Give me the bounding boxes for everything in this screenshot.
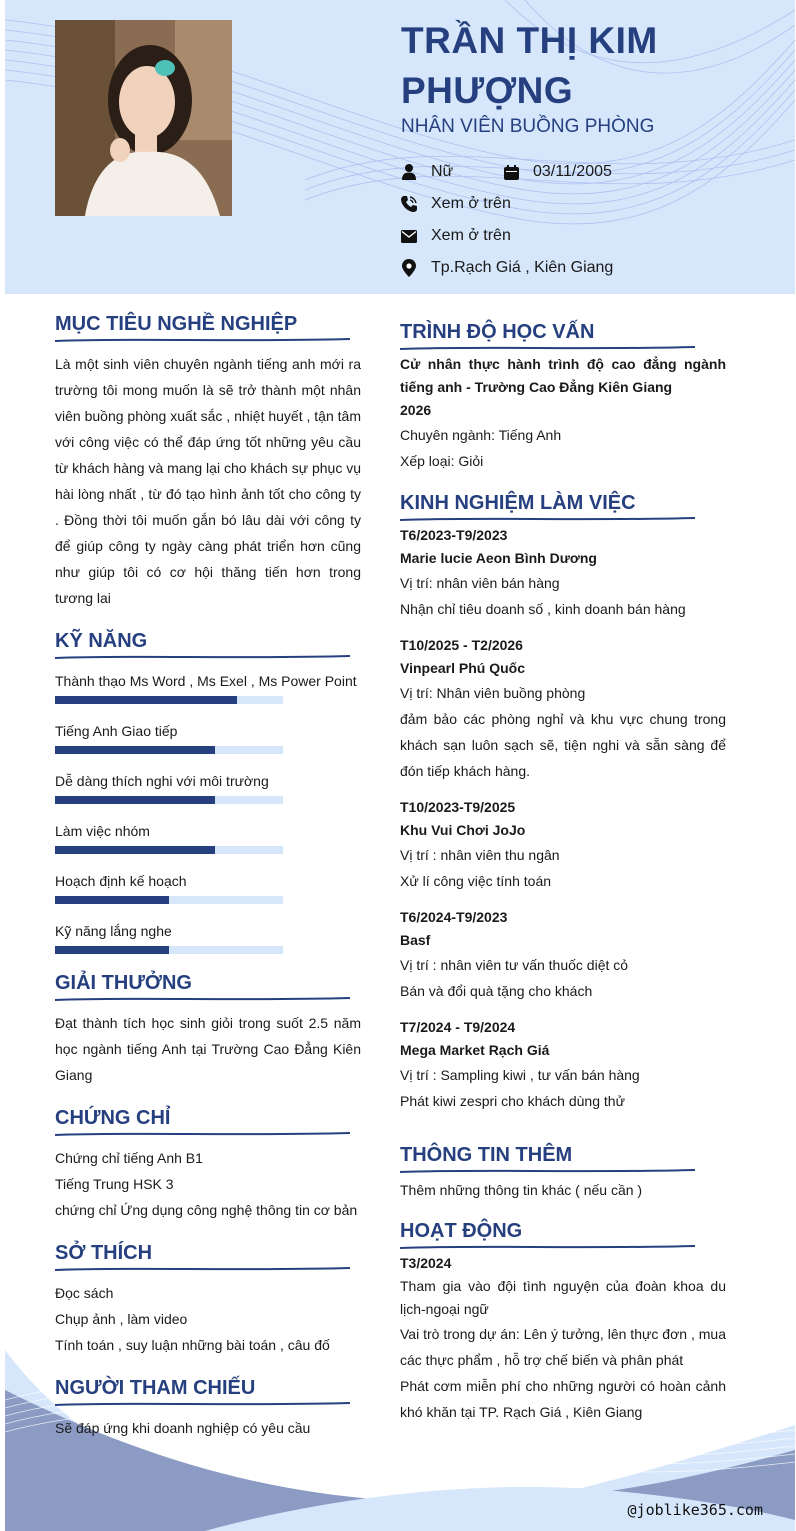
skills-title-underline: [55, 653, 350, 661]
experience-date: T6/2023-T9/2023: [400, 527, 508, 543]
skill-item: [55, 718, 361, 754]
activity-date: T3/2024: [400, 1255, 452, 1271]
skill-item: [55, 918, 361, 954]
certificates-list: [55, 1145, 375, 1223]
experience-item: [400, 634, 726, 784]
list-item: Đọc sách: [55, 1285, 114, 1301]
email-value: Xem ở trên: [431, 227, 511, 244]
more-info-title: THÔNG TIN THÊM: [400, 1144, 573, 1166]
list-item: Chụp ảnh , làm video: [55, 1311, 188, 1327]
hobbies-title: SỞ THÍCH: [55, 1242, 153, 1264]
experience-role: Vị trí : nhân viên tư vấn thuốc diệt cỏ: [400, 957, 629, 973]
calendar-icon: [503, 163, 519, 181]
references-title-underline: [55, 1400, 350, 1408]
skill-level-fill: [55, 746, 215, 754]
email-icon: [401, 227, 417, 245]
experience-role: Vị trí : nhân viên thu ngân: [400, 847, 560, 863]
awards-title: GIẢI THƯỞNG: [55, 972, 192, 994]
job-title: NHÂN VIÊN BUỒNG PHÒNG: [401, 116, 655, 137]
activities-title: HOẠT ĐỘNG: [400, 1220, 523, 1242]
location-icon: [401, 259, 417, 277]
references-title: NGƯỜI THAM CHIẾU: [55, 1377, 256, 1399]
education-major: Chuyên ngành: Tiếng Anh: [400, 427, 562, 443]
list-item: Chứng chỉ tiếng Anh B1: [55, 1150, 203, 1166]
objective-title-underline: [55, 336, 350, 344]
gender-row: [401, 163, 453, 181]
phone-row: [401, 195, 511, 213]
experience-date: T10/2025 - T2/2026: [400, 637, 523, 653]
email-row: [401, 227, 511, 245]
experience-company: Mega Market Rạch Giá: [400, 1042, 550, 1058]
experience-description: Phát kiwi zespri cho khách dùng thử: [400, 1093, 625, 1109]
hobbies-title-underline: [55, 1265, 350, 1273]
experience-title-underline: [400, 515, 695, 523]
education-title-underline: [400, 344, 695, 352]
hobbies-list: [55, 1280, 375, 1358]
skill-label: Tiếng Anh Giao tiếp: [55, 723, 178, 739]
experience-description: Xử lí công việc tính toán: [400, 873, 552, 889]
experience-description: đảm bảo các phòng nghỉ và khu vực chung trong khách sạn luôn sạch sẽ, tiện nghi và sẵn sàng để đón tiếp khách hàng.: [400, 711, 726, 779]
profile-photo: [55, 20, 232, 216]
activity-line: Tham gia vào đội tình nguyện của đoàn khoa du lịch-ngoại ngữ: [400, 1278, 726, 1317]
skills-title: KỸ NĂNG: [55, 630, 148, 652]
skill-level-bar: [55, 746, 283, 754]
experience-company: Vinpearl Phú Quốc: [400, 660, 525, 676]
experience-role: Vị trí: Nhân viên buồng phòng: [400, 685, 586, 701]
experience-item: [400, 524, 726, 622]
certificates-title: CHỨNG CHỈ: [55, 1107, 171, 1129]
experience-item: [400, 906, 726, 1004]
experience-item: [400, 796, 726, 894]
experience-date: T6/2024-T9/2023: [400, 909, 508, 925]
skill-label: Hoạch định kế hoạch: [55, 873, 187, 889]
skill-item: [55, 768, 361, 804]
experience-description: Bán và đổi quà tặng cho khách: [400, 983, 593, 999]
list-item: Tính toán , suy luận những bài toán , câu đố: [55, 1337, 330, 1353]
skill-label: Làm việc nhóm: [55, 823, 150, 839]
list-item: chứng chỉ Ứng dụng công nghệ thông tin cơ bản: [55, 1202, 358, 1218]
skill-level-bar: [55, 696, 283, 704]
birthday-row: [503, 163, 612, 181]
education-title: TRÌNH ĐỘ HỌC VẤN: [400, 321, 595, 343]
gender-value: Nữ: [431, 163, 454, 180]
activities-block: [400, 1252, 726, 1425]
experience-company: Basf: [400, 932, 431, 948]
footer-url: @joblike365.com: [627, 1501, 763, 1519]
objective-title: MỤC TIÊU NGHỀ NGHIỆP: [55, 313, 298, 335]
header: [5, 0, 795, 294]
skill-level-bar: [55, 896, 283, 904]
birthday-value: 03/11/2005: [533, 163, 612, 180]
references-text: Sẽ đáp ứng khi doanh nghiệp có yêu cầu: [55, 1420, 311, 1436]
cv-page: [5, 0, 795, 1531]
skill-item: [55, 868, 361, 904]
experience-date: T10/2023-T9/2025: [400, 799, 516, 815]
skill-level-fill: [55, 846, 215, 854]
activity-line: Vai trò trong dự án: Lên ý tưởng, lên thực đơn , mua các thực phẩm , hỗ trợ chế biến và phân phát: [400, 1326, 726, 1368]
experience-list: [400, 524, 726, 1126]
address-row: [401, 259, 613, 277]
experience-company: Marie lucie Aeon Bình Dương: [400, 550, 597, 566]
awards-title-underline: [55, 995, 350, 1003]
skill-item: [55, 668, 361, 704]
skill-item: [55, 818, 361, 854]
list-item: Tiếng Trung HSK 3: [55, 1176, 174, 1192]
phone-value: Xem ở trên: [431, 195, 511, 212]
experience-company: Khu Vui Chơi JoJo: [400, 822, 526, 838]
skill-label: Dễ dàng thích nghi với môi trường: [55, 773, 269, 789]
phone-icon: [401, 195, 417, 213]
more-info-text: Thêm những thông tin khác ( nếu cần ): [400, 1182, 643, 1198]
education-year: 2026: [400, 402, 432, 418]
education-degree: Cử nhân thực hành trình độ cao đẳng ngành tiếng anh - Trường Cao Đẳng Kiên Giang: [400, 356, 726, 395]
skill-level-fill: [55, 696, 237, 704]
skill-level-fill: [55, 896, 169, 904]
objective-text: Là một sinh viên chuyên ngành tiếng anh mới ra trường tôi mong muốn là sẽ trở thành một nhân viên buồng phòng xuất sắc , nhiệt huyết , tận tâm với công việc có thể đáp ứng tốt những yêu cầu từ khách hàng và mang lại cho khách sự phục vụ hài lòng nhất , từ đó tạo hình ảnh tốt cho công ty . Đồng thời tôi muốn gắn bó lâu dài với công ty để giúp công ty ngày càng phát triển hơn cũng như giúp tôi có cơ hội thăng tiến hơn trong tương lai: [55, 356, 361, 606]
experience-item: [400, 1016, 726, 1114]
certificates-title-underline: [55, 1130, 350, 1138]
skill-level-fill: [55, 946, 169, 954]
skills-list: [55, 668, 361, 968]
address-value: Tp.Rạch Giá , Kiên Giang: [431, 259, 614, 276]
experience-title: KINH NGHIỆM LÀM VIỆC: [400, 492, 636, 514]
skill-level-bar: [55, 846, 283, 854]
skill-label: Kỹ năng lắng nghe: [55, 923, 172, 939]
experience-date: T7/2024 - T9/2024: [400, 1019, 516, 1035]
education-rank: Xếp loại: Giỏi: [400, 453, 484, 469]
education-block: [400, 353, 726, 474]
more-info-title-underline: [400, 1167, 695, 1175]
candidate-name: TRẦN THỊ KIM PHƯỢNG: [401, 20, 658, 111]
experience-description: Nhận chỉ tiêu doanh số , kinh doanh bán hàng: [400, 601, 686, 617]
awards-text: Đạt thành tích học sinh giỏi trong suốt 2.5 năm học ngành tiếng Anh tại Trường Cao Đẳng Kiên Giang: [55, 1015, 361, 1083]
skill-level-bar: [55, 946, 283, 954]
activity-line: Phát cơm miễn phí cho những người có hoàn cảnh khó khăn tại TP. Rạch Giá , Kiên Giang: [400, 1378, 726, 1420]
person-icon: [401, 163, 417, 181]
activities-title-underline: [400, 1243, 695, 1251]
experience-role: Vị trí : Sampling kiwi , tư vấn bán hàng: [400, 1067, 640, 1083]
skill-level-bar: [55, 796, 283, 804]
experience-role: Vị trí: nhân viên bán hàng: [400, 575, 560, 591]
skill-level-fill: [55, 796, 215, 804]
skill-label: Thành thạo Ms Word , Ms Exel , Ms Power Point: [55, 673, 357, 689]
